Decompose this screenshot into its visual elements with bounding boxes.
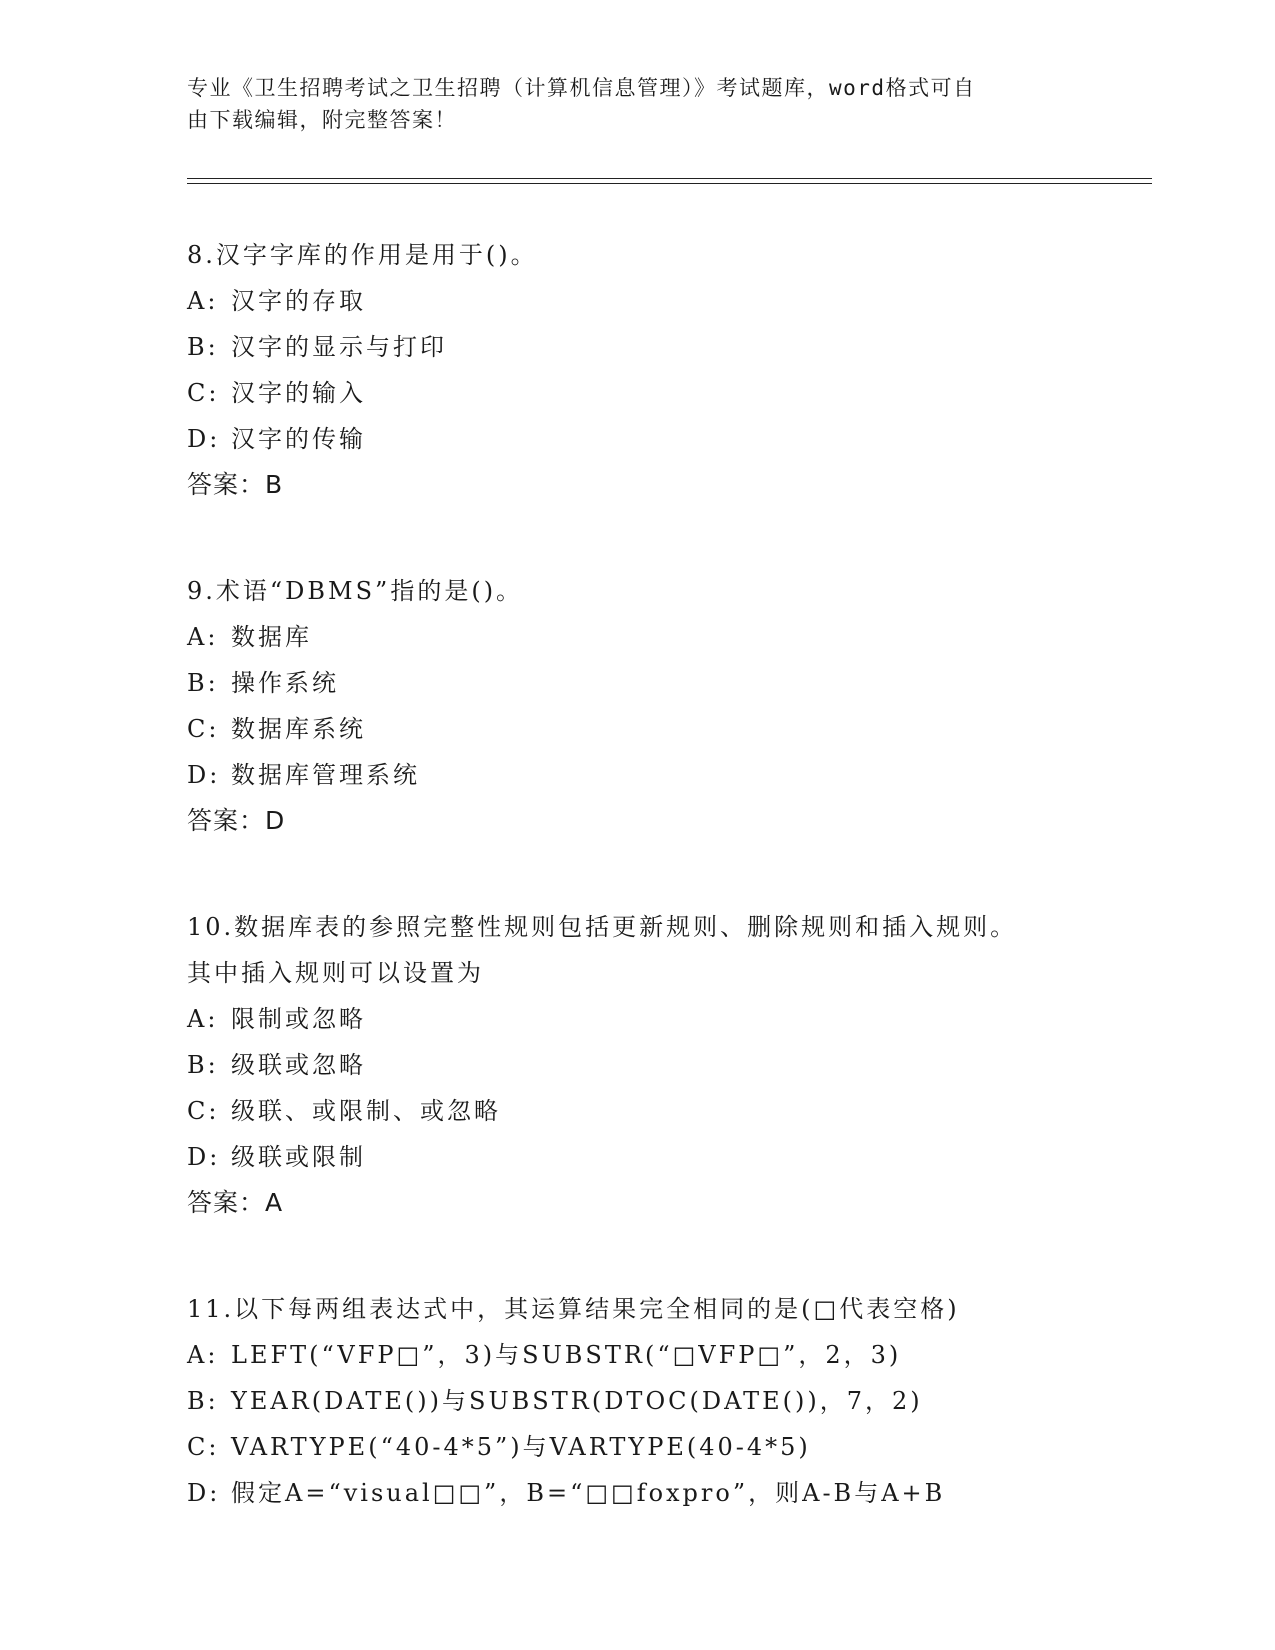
option-text: LEFT(“VFP□”，3)与SUBSTR(“□VFP□”，2，3) xyxy=(231,1341,902,1369)
option-letter: B: xyxy=(187,1051,219,1079)
option-letter: D: xyxy=(187,1479,221,1507)
option-text: 操作系统 xyxy=(231,669,339,697)
option-letter: A: xyxy=(187,623,219,651)
option-text: 数据库管理系统 xyxy=(231,761,420,789)
document-header xyxy=(187,72,1087,136)
option-b xyxy=(187,324,1147,370)
option-d xyxy=(187,752,1147,798)
question-stem-line-1: 10.数据库表的参照完整性规则包括更新规则、删除规则和插入规则。 xyxy=(187,913,1018,941)
question-stem-line-2: 其中插入规则可以设置为 xyxy=(187,959,484,987)
option-letter: D: xyxy=(187,761,221,789)
option-letter: B: xyxy=(187,333,219,361)
header-rule-bottom xyxy=(187,183,1152,184)
option-letter: B: xyxy=(187,669,219,697)
answer: 答案：B xyxy=(187,470,284,499)
option-text: 汉字的显示与打印 xyxy=(231,333,447,361)
header-line-1: 专业《卫生招聘考试之卫生招聘（计算机信息管理）》考试题库，word格式可自 xyxy=(187,76,976,100)
option-b xyxy=(187,1378,1147,1424)
option-a xyxy=(187,614,1147,660)
option-text: 级联、或限制、或忽略 xyxy=(231,1097,501,1125)
header-line-2: 由下载编辑，附完整答案！ xyxy=(187,108,457,132)
option-letter: C: xyxy=(187,379,220,407)
option-text: 假定A=“visual□□”，B=“□□foxpro”，则A-B与A+B xyxy=(231,1479,946,1507)
header-rule-top xyxy=(187,178,1152,179)
option-text: 级联或忽略 xyxy=(231,1051,366,1079)
option-text: 汉字的存取 xyxy=(231,287,366,315)
answer: 答案：D xyxy=(187,806,286,835)
option-text: 级联或限制 xyxy=(231,1143,366,1171)
question-stem: 11.以下每两组表达式中，其运算结果完全相同的是(□代表空格) xyxy=(187,1295,960,1323)
question-10 xyxy=(187,904,1147,1226)
option-text: 数据库 xyxy=(231,623,312,651)
option-c xyxy=(187,1088,1147,1134)
option-letter: C: xyxy=(187,1433,220,1461)
option-text: YEAR(DATE())与SUBSTR(DTOC(DATE())，7，2) xyxy=(231,1387,923,1415)
option-text: 数据库系统 xyxy=(231,715,366,743)
question-9 xyxy=(187,568,1147,844)
option-text: VARTYPE(“40-4*5”)与VARTYPE(40-4*5) xyxy=(231,1433,811,1461)
option-b xyxy=(187,1042,1147,1088)
option-d xyxy=(187,416,1147,462)
option-text: 限制或忽略 xyxy=(231,1005,366,1033)
option-text: 汉字的输入 xyxy=(231,379,366,407)
question-11 xyxy=(187,1286,1147,1516)
option-letter: A: xyxy=(187,1341,219,1369)
question-stem: 9.术语“DBMS”指的是()。 xyxy=(187,577,524,605)
question-list xyxy=(187,232,1147,1576)
option-letter: D: xyxy=(187,425,221,453)
question-stem: 8.汉字字库的作用是用于()。 xyxy=(187,241,538,269)
option-a xyxy=(187,278,1147,324)
option-d xyxy=(187,1134,1147,1180)
option-c xyxy=(187,1424,1147,1470)
option-letter: A: xyxy=(187,1005,219,1033)
option-letter: D: xyxy=(187,1143,221,1171)
option-d xyxy=(187,1470,1147,1516)
option-a xyxy=(187,1332,1147,1378)
option-a xyxy=(187,996,1147,1042)
option-c xyxy=(187,370,1147,416)
option-letter: C: xyxy=(187,1097,220,1125)
option-b xyxy=(187,660,1147,706)
answer: 答案：A xyxy=(187,1188,284,1217)
question-8 xyxy=(187,232,1147,508)
option-letter: B: xyxy=(187,1387,219,1415)
option-letter: C: xyxy=(187,715,220,743)
option-letter: A: xyxy=(187,287,219,315)
option-text: 汉字的传输 xyxy=(231,425,366,453)
option-c xyxy=(187,706,1147,752)
